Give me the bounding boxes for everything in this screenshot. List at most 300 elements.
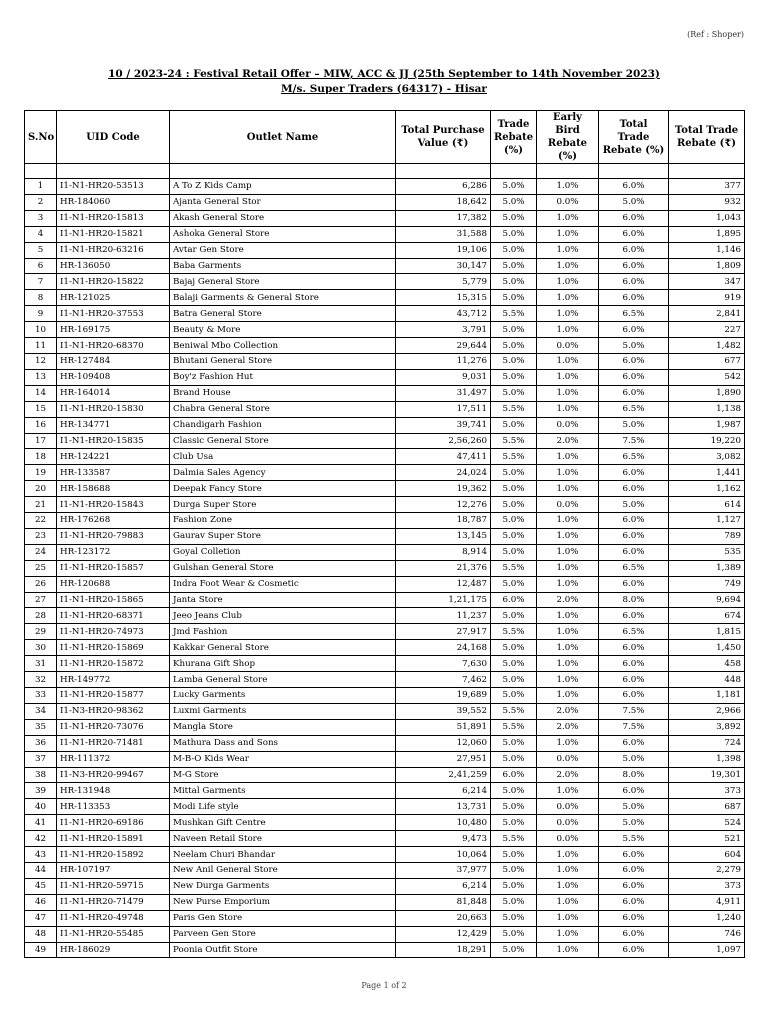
cell-trade-rebate: 5.0% <box>491 910 537 926</box>
cell-trade-rebate: 5.5% <box>491 306 537 322</box>
cell-purchase: 24,024 <box>396 465 491 481</box>
cell-uid: I1-N1-HR20-53513 <box>57 179 170 195</box>
cell-total-amt: 687 <box>669 799 745 815</box>
table-row <box>25 385 745 401</box>
cell-purchase: 6,286 <box>396 179 491 195</box>
cell-total-pct: 6.0% <box>599 656 669 672</box>
table-row <box>25 799 745 815</box>
cell-trade-rebate: 5.0% <box>491 258 537 274</box>
cell-total-pct: 5.0% <box>599 417 669 433</box>
cell-outlet: Mittal Garments <box>170 783 396 799</box>
cell-total-amt: 1,450 <box>669 640 745 656</box>
cell-total-amt: 2,279 <box>669 862 745 878</box>
cell-purchase: 19,689 <box>396 688 491 704</box>
cell-outlet: Dalmia Sales Agency <box>170 465 396 481</box>
cell-outlet: New Anil General Store <box>170 862 396 878</box>
table-row <box>25 608 745 624</box>
cell-trade-rebate: 5.0% <box>491 179 537 195</box>
cell-sno: 36 <box>25 735 57 751</box>
cell-uid: HR-109408 <box>57 369 170 385</box>
table-row <box>25 322 745 338</box>
cell-trade-rebate: 5.0% <box>491 576 537 592</box>
cell-total-pct: 6.5% <box>599 624 669 640</box>
cell-outlet: Mangla Store <box>170 719 396 735</box>
header-purchase: Total Purchase Value (₹) <box>396 111 491 164</box>
cell-uid: I1-N1-HR20-15813 <box>57 210 170 226</box>
cell-total-amt: 19,301 <box>669 767 745 783</box>
cell-purchase: 12,429 <box>396 926 491 942</box>
cell-total-amt: 1,146 <box>669 242 745 258</box>
cell-uid: I1-N1-HR20-37553 <box>57 306 170 322</box>
cell-sno: 39 <box>25 783 57 799</box>
cell-total-amt: 1,097 <box>669 942 745 958</box>
cell-uid: I1-N1-HR20-68370 <box>57 338 170 354</box>
cell-purchase: 3,791 <box>396 322 491 338</box>
cell-total-amt: 3,082 <box>669 449 745 465</box>
cell-purchase: 18,787 <box>396 513 491 529</box>
cell-trade-rebate: 5.0% <box>491 481 537 497</box>
table-row <box>25 242 745 258</box>
cell-purchase: 2,41,259 <box>396 767 491 783</box>
cell-early-bird: 1.0% <box>537 560 599 576</box>
cell-uid: I1-N1-HR20-15835 <box>57 433 170 449</box>
cell-purchase: 31,588 <box>396 226 491 242</box>
table-row <box>25 847 745 863</box>
cell-total-pct: 8.0% <box>599 592 669 608</box>
cell-sno: 45 <box>25 878 57 894</box>
cell-early-bird: 2.0% <box>537 767 599 783</box>
cell-purchase: 24,168 <box>396 640 491 656</box>
header-total-amt: Total Trade Rebate (₹) <box>669 111 745 164</box>
cell-early-bird: 1.0% <box>537 290 599 306</box>
cell-total-pct: 5.0% <box>599 338 669 354</box>
cell-total-pct: 5.0% <box>599 497 669 513</box>
cell-trade-rebate: 5.0% <box>491 497 537 513</box>
cell-total-amt: 448 <box>669 672 745 688</box>
cell-trade-rebate: 5.5% <box>491 624 537 640</box>
cell-early-bird: 1.0% <box>537 735 599 751</box>
blank-row <box>25 164 745 179</box>
table-row <box>25 544 745 560</box>
cell-outlet: Khurana Gift Shop <box>170 656 396 672</box>
cell-sno: 6 <box>25 258 57 274</box>
cell-purchase: 20,663 <box>396 910 491 926</box>
cell-total-amt: 4,911 <box>669 894 745 910</box>
cell-total-pct: 6.0% <box>599 290 669 306</box>
cell-trade-rebate: 5.0% <box>491 942 537 958</box>
cell-sno: 30 <box>25 640 57 656</box>
cell-trade-rebate: 5.0% <box>491 513 537 529</box>
cell-outlet: Beauty & More <box>170 322 396 338</box>
cell-early-bird: 1.0% <box>537 910 599 926</box>
cell-sno: 16 <box>25 417 57 433</box>
cell-purchase: 15,315 <box>396 290 491 306</box>
cell-uid: I1-N1-HR20-15869 <box>57 640 170 656</box>
cell-outlet: Gulshan General Store <box>170 560 396 576</box>
cell-outlet: Balaji Garments & General Store <box>170 290 396 306</box>
cell-early-bird: 1.0% <box>537 688 599 704</box>
cell-total-pct: 6.0% <box>599 465 669 481</box>
cell-uid: HR-134771 <box>57 417 170 433</box>
table-row <box>25 290 745 306</box>
cell-trade-rebate: 5.0% <box>491 338 537 354</box>
cell-sno: 2 <box>25 194 57 210</box>
cell-total-pct: 6.0% <box>599 179 669 195</box>
cell-trade-rebate: 6.0% <box>491 592 537 608</box>
cell-uid: I1-N1-HR20-15877 <box>57 688 170 704</box>
cell-trade-rebate: 5.0% <box>491 274 537 290</box>
cell-sno: 26 <box>25 576 57 592</box>
cell-early-bird: 1.0% <box>537 258 599 274</box>
table-row <box>25 417 745 433</box>
cell-purchase: 17,511 <box>396 401 491 417</box>
header-outlet: Outlet Name <box>170 111 396 164</box>
cell-total-pct: 6.0% <box>599 544 669 560</box>
cell-early-bird: 1.0% <box>537 640 599 656</box>
cell-trade-rebate: 5.0% <box>491 385 537 401</box>
cell-sno: 44 <box>25 862 57 878</box>
cell-uid: I1-N1-HR20-71481 <box>57 735 170 751</box>
header-total-pct: Total Trade Rebate (%) <box>599 111 669 164</box>
cell-early-bird: 1.0% <box>537 306 599 322</box>
cell-outlet: Chandigarh Fashion <box>170 417 396 433</box>
cell-trade-rebate: 5.0% <box>491 688 537 704</box>
cell-total-amt: 1,441 <box>669 465 745 481</box>
cell-uid: I1-N3-HR20-98362 <box>57 703 170 719</box>
cell-early-bird: 1.0% <box>537 481 599 497</box>
table-row <box>25 751 745 767</box>
cell-total-pct: 6.0% <box>599 640 669 656</box>
cell-outlet: Poonia Outfit Store <box>170 942 396 958</box>
cell-early-bird: 0.0% <box>537 815 599 831</box>
cell-uid: HR-123172 <box>57 544 170 560</box>
cell-total-pct: 6.0% <box>599 258 669 274</box>
table-row <box>25 656 745 672</box>
cell-uid: HR-120688 <box>57 576 170 592</box>
cell-uid: HR-176268 <box>57 513 170 529</box>
table-row <box>25 465 745 481</box>
cell-total-pct: 6.0% <box>599 735 669 751</box>
cell-total-amt: 1,809 <box>669 258 745 274</box>
table-row <box>25 862 745 878</box>
cell-total-pct: 6.0% <box>599 353 669 369</box>
cell-purchase: 9,031 <box>396 369 491 385</box>
cell-early-bird: 1.0% <box>537 624 599 640</box>
cell-sno: 32 <box>25 672 57 688</box>
table-row <box>25 688 745 704</box>
cell-trade-rebate: 5.0% <box>491 894 537 910</box>
cell-uid: HR-149772 <box>57 672 170 688</box>
table-row <box>25 831 745 847</box>
cell-purchase: 21,376 <box>396 560 491 576</box>
cell-early-bird: 0.0% <box>537 194 599 210</box>
cell-sno: 25 <box>25 560 57 576</box>
cell-outlet: Ashoka General Store <box>170 226 396 242</box>
cell-early-bird: 1.0% <box>537 672 599 688</box>
cell-uid: HR-107197 <box>57 862 170 878</box>
cell-early-bird: 1.0% <box>537 385 599 401</box>
cell-total-pct: 8.0% <box>599 767 669 783</box>
cell-total-pct: 5.0% <box>599 799 669 815</box>
cell-total-pct: 6.5% <box>599 560 669 576</box>
cell-trade-rebate: 5.5% <box>491 703 537 719</box>
table-row <box>25 306 745 322</box>
rebate-table <box>24 110 745 958</box>
cell-outlet: Kakkar General Store <box>170 640 396 656</box>
cell-early-bird: 1.0% <box>537 401 599 417</box>
cell-early-bird: 1.0% <box>537 847 599 863</box>
cell-purchase: 31,497 <box>396 385 491 401</box>
cell-total-pct: 6.0% <box>599 672 669 688</box>
cell-sno: 5 <box>25 242 57 258</box>
cell-outlet: Parveen Gen Store <box>170 926 396 942</box>
cell-trade-rebate: 5.0% <box>491 656 537 672</box>
cell-early-bird: 1.0% <box>537 242 599 258</box>
cell-outlet: Baba Garments <box>170 258 396 274</box>
cell-outlet: Avtar Gen Store <box>170 242 396 258</box>
cell-outlet: Classic General Store <box>170 433 396 449</box>
cell-outlet: Gaurav Super Store <box>170 528 396 544</box>
cell-early-bird: 0.0% <box>537 497 599 513</box>
cell-early-bird: 1.0% <box>537 369 599 385</box>
cell-sno: 33 <box>25 688 57 704</box>
table-row <box>25 640 745 656</box>
cell-trade-rebate: 5.0% <box>491 417 537 433</box>
cell-total-pct: 6.0% <box>599 513 669 529</box>
cell-trade-rebate: 5.5% <box>491 719 537 735</box>
cell-outlet: Modi Life style <box>170 799 396 815</box>
cell-total-pct: 6.0% <box>599 385 669 401</box>
table-row <box>25 194 745 210</box>
table-row <box>25 258 745 274</box>
cell-trade-rebate: 5.0% <box>491 290 537 306</box>
header-early-bird: Early Bird Rebate (%) <box>537 111 599 164</box>
cell-purchase: 6,214 <box>396 878 491 894</box>
cell-outlet: Jeeo Jeans Club <box>170 608 396 624</box>
cell-uid: I1-N1-HR20-15865 <box>57 592 170 608</box>
cell-sno: 15 <box>25 401 57 417</box>
cell-purchase: 19,362 <box>396 481 491 497</box>
cell-total-pct: 6.5% <box>599 306 669 322</box>
table-row <box>25 449 745 465</box>
cell-early-bird: 1.0% <box>537 544 599 560</box>
cell-outlet: Lamba General Store <box>170 672 396 688</box>
table-row <box>25 942 745 958</box>
cell-outlet: Naveen Retail Store <box>170 831 396 847</box>
cell-sno: 29 <box>25 624 57 640</box>
cell-total-amt: 1,890 <box>669 385 745 401</box>
cell-sno: 19 <box>25 465 57 481</box>
cell-trade-rebate: 5.5% <box>491 831 537 847</box>
cell-outlet: Durga Super Store <box>170 497 396 513</box>
cell-early-bird: 1.0% <box>537 528 599 544</box>
cell-total-amt: 614 <box>669 497 745 513</box>
cell-early-bird: 1.0% <box>537 862 599 878</box>
cell-uid: I1-N1-HR20-15892 <box>57 847 170 863</box>
cell-uid: HR-121025 <box>57 290 170 306</box>
cell-total-pct: 6.0% <box>599 226 669 242</box>
table-row <box>25 624 745 640</box>
cell-trade-rebate: 5.0% <box>491 194 537 210</box>
cell-total-amt: 373 <box>669 878 745 894</box>
cell-outlet: Lucky Garments <box>170 688 396 704</box>
cell-outlet: Janta Store <box>170 592 396 608</box>
cell-outlet: New Purse Emporium <box>170 894 396 910</box>
cell-trade-rebate: 5.0% <box>491 672 537 688</box>
cell-total-amt: 1,389 <box>669 560 745 576</box>
cell-purchase: 9,473 <box>396 831 491 847</box>
cell-early-bird: 1.0% <box>537 656 599 672</box>
cell-trade-rebate: 5.0% <box>491 926 537 942</box>
cell-total-amt: 724 <box>669 735 745 751</box>
cell-uid: I1-N1-HR20-71479 <box>57 894 170 910</box>
cell-sno: 18 <box>25 449 57 465</box>
cell-outlet: Mathura Dass and Sons <box>170 735 396 751</box>
cell-trade-rebate: 5.5% <box>491 401 537 417</box>
cell-purchase: 39,741 <box>396 417 491 433</box>
cell-sno: 10 <box>25 322 57 338</box>
cell-total-pct: 7.5% <box>599 703 669 719</box>
table-row <box>25 179 745 195</box>
cell-uid: I1-N1-HR20-69186 <box>57 815 170 831</box>
cell-total-pct: 6.0% <box>599 274 669 290</box>
cell-sno: 42 <box>25 831 57 847</box>
table-row <box>25 513 745 529</box>
cell-trade-rebate: 5.0% <box>491 862 537 878</box>
cell-uid: HR-133587 <box>57 465 170 481</box>
cell-uid: I1-N1-HR20-63216 <box>57 242 170 258</box>
cell-purchase: 7,630 <box>396 656 491 672</box>
cell-total-amt: 9,694 <box>669 592 745 608</box>
cell-uid: I1-N3-HR20-99467 <box>57 767 170 783</box>
cell-purchase: 11,276 <box>396 353 491 369</box>
cell-total-amt: 1,162 <box>669 481 745 497</box>
cell-purchase: 29,644 <box>396 338 491 354</box>
cell-purchase: 12,276 <box>396 497 491 513</box>
cell-sno: 9 <box>25 306 57 322</box>
cell-uid: HR-124221 <box>57 449 170 465</box>
cell-trade-rebate: 5.0% <box>491 528 537 544</box>
cell-purchase: 7,462 <box>396 672 491 688</box>
cell-early-bird: 1.0% <box>537 274 599 290</box>
cell-outlet: Brand House <box>170 385 396 401</box>
cell-uid: I1-N1-HR20-59715 <box>57 878 170 894</box>
cell-early-bird: 1.0% <box>537 449 599 465</box>
cell-total-amt: 1,181 <box>669 688 745 704</box>
cell-total-pct: 6.0% <box>599 894 669 910</box>
cell-trade-rebate: 5.0% <box>491 608 537 624</box>
cell-total-pct: 6.5% <box>599 401 669 417</box>
cell-total-pct: 6.0% <box>599 942 669 958</box>
cell-total-pct: 6.0% <box>599 242 669 258</box>
cell-total-amt: 932 <box>669 194 745 210</box>
cell-early-bird: 1.0% <box>537 226 599 242</box>
cell-early-bird: 2.0% <box>537 719 599 735</box>
header-uid: UID Code <box>57 111 170 164</box>
cell-purchase: 12,487 <box>396 576 491 592</box>
cell-sno: 11 <box>25 338 57 354</box>
cell-early-bird: 1.0% <box>537 942 599 958</box>
cell-total-amt: 2,966 <box>669 703 745 719</box>
cell-total-amt: 1,043 <box>669 210 745 226</box>
cell-purchase: 8,914 <box>396 544 491 560</box>
cell-total-pct: 6.0% <box>599 528 669 544</box>
cell-outlet: Paris Gen Store <box>170 910 396 926</box>
cell-total-amt: 1,240 <box>669 910 745 926</box>
cell-sno: 46 <box>25 894 57 910</box>
cell-uid: HR-131948 <box>57 783 170 799</box>
cell-total-amt: 1,127 <box>669 513 745 529</box>
cell-purchase: 6,214 <box>396 783 491 799</box>
cell-sno: 22 <box>25 513 57 529</box>
table-row <box>25 719 745 735</box>
cell-outlet: Neelam Churi Bhandar <box>170 847 396 863</box>
cell-trade-rebate: 5.0% <box>491 210 537 226</box>
table-row <box>25 353 745 369</box>
cell-uid: I1-N1-HR20-15830 <box>57 401 170 417</box>
cell-early-bird: 1.0% <box>537 179 599 195</box>
cell-sno: 47 <box>25 910 57 926</box>
cell-uid: I1-N1-HR20-68371 <box>57 608 170 624</box>
cell-uid: I1-N1-HR20-79883 <box>57 528 170 544</box>
table-row <box>25 226 745 242</box>
cell-total-amt: 1,895 <box>669 226 745 242</box>
document-subtitle: M/s. Super Traders (64317) - Hisar <box>281 83 487 95</box>
cell-outlet: Chabra General Store <box>170 401 396 417</box>
cell-total-amt: 19,220 <box>669 433 745 449</box>
cell-sno: 40 <box>25 799 57 815</box>
cell-total-amt: 377 <box>669 179 745 195</box>
cell-total-amt: 919 <box>669 290 745 306</box>
cell-early-bird: 0.0% <box>537 417 599 433</box>
cell-outlet: Fashion Zone <box>170 513 396 529</box>
cell-total-amt: 535 <box>669 544 745 560</box>
cell-trade-rebate: 5.0% <box>491 799 537 815</box>
cell-early-bird: 1.0% <box>537 878 599 894</box>
table-row <box>25 576 745 592</box>
cell-outlet: Bajaj General Store <box>170 274 396 290</box>
cell-purchase: 17,382 <box>396 210 491 226</box>
cell-total-amt: 1,398 <box>669 751 745 767</box>
cell-total-amt: 1,138 <box>669 401 745 417</box>
table-row <box>25 672 745 688</box>
cell-uid: HR-164014 <box>57 385 170 401</box>
cell-total-amt: 373 <box>669 783 745 799</box>
cell-sno: 23 <box>25 528 57 544</box>
cell-trade-rebate: 5.0% <box>491 242 537 258</box>
cell-total-amt: 542 <box>669 369 745 385</box>
cell-outlet: Ajanta General Stor <box>170 194 396 210</box>
cell-uid: HR-184060 <box>57 194 170 210</box>
cell-early-bird: 2.0% <box>537 433 599 449</box>
cell-total-pct: 6.0% <box>599 608 669 624</box>
cell-early-bird: 1.0% <box>537 894 599 910</box>
cell-total-pct: 5.0% <box>599 815 669 831</box>
document-title: 10 / 2023-24 : Festival Retail Offer – MIW, ACC & JJ (25th September to 14th November 2023) <box>108 68 660 80</box>
cell-total-pct: 6.0% <box>599 688 669 704</box>
table-row <box>25 894 745 910</box>
cell-trade-rebate: 5.0% <box>491 878 537 894</box>
table-row <box>25 767 745 783</box>
table-row <box>25 528 745 544</box>
cell-total-amt: 458 <box>669 656 745 672</box>
cell-sno: 14 <box>25 385 57 401</box>
table-row <box>25 433 745 449</box>
cell-total-amt: 524 <box>669 815 745 831</box>
cell-purchase: 47,411 <box>396 449 491 465</box>
cell-sno: 24 <box>25 544 57 560</box>
cell-total-amt: 674 <box>669 608 745 624</box>
